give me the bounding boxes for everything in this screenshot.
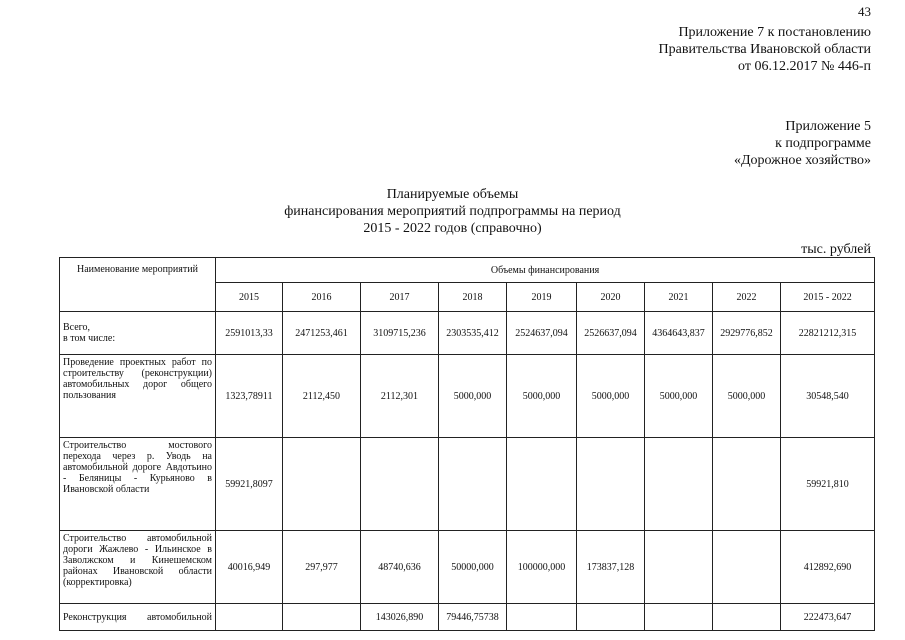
appendix-sub-header xyxy=(734,118,871,169)
year-header-cell: 2015 - 2022 xyxy=(781,283,875,312)
value-cell: 3109715,236 xyxy=(361,312,439,355)
row-name-cell: Проведение проектных работ по строительству (реконструкции) автомобильных дорог общего пользования xyxy=(60,355,216,438)
value-cell: 5000,000 xyxy=(577,355,645,438)
year-header-cell: 2017 xyxy=(361,283,439,312)
value-cell xyxy=(439,438,507,531)
row-name-cell: Строительство автомобильной дороги Жажлево - Ильинское в Заволжском и Кинешемском районах Ивановской области (корректировка) xyxy=(60,531,216,604)
year-header-cell: 2018 xyxy=(439,283,507,312)
appendix-sub-line: «Дорожное хозяйство» xyxy=(733,153,871,168)
value-cell: 2112,450 xyxy=(283,355,361,438)
value-cell xyxy=(577,604,645,631)
row-name-cell: Всего, в том числе: xyxy=(60,312,216,355)
appendix-main-line: Приложение 7 к постановлению xyxy=(678,25,871,40)
value-cell: 2526637,094 xyxy=(577,312,645,355)
value-cell xyxy=(283,604,361,631)
appendix-main-header xyxy=(659,24,871,75)
value-cell: 173837,128 xyxy=(577,531,645,604)
value-cell: 222473,647 xyxy=(781,604,875,631)
units-label: тыс. рублей xyxy=(801,242,871,257)
value-cell xyxy=(507,604,577,631)
value-cell: 2524637,094 xyxy=(507,312,577,355)
value-cell xyxy=(713,604,781,631)
year-header-cell: 2016 xyxy=(283,283,361,312)
value-cell: 40016,949 xyxy=(216,531,283,604)
value-cell xyxy=(577,438,645,531)
value-cell xyxy=(713,438,781,531)
year-header-cell: 2019 xyxy=(507,283,577,312)
value-cell: 30548,540 xyxy=(781,355,875,438)
value-cell: 5000,000 xyxy=(645,355,713,438)
year-header-cell: 2015 xyxy=(216,283,283,312)
value-cell: 412892,690 xyxy=(781,531,875,604)
value-cell xyxy=(283,438,361,531)
year-header-cell: 2022 xyxy=(713,283,781,312)
value-cell xyxy=(645,531,713,604)
table-row xyxy=(60,355,875,438)
value-cell: 59921,810 xyxy=(781,438,875,531)
appendix-main-line: от 06.12.2017 № 446-п xyxy=(738,59,871,74)
value-cell: 5000,000 xyxy=(439,355,507,438)
title-line: 2015 - 2022 годов (справочно) xyxy=(363,221,542,236)
value-cell: 5000,000 xyxy=(507,355,577,438)
value-cell xyxy=(713,531,781,604)
value-cell xyxy=(361,438,439,531)
appendix-sub-line: к подпрограмме xyxy=(775,136,871,151)
table-row xyxy=(60,312,875,355)
financing-table xyxy=(59,257,875,631)
value-cell: 297,977 xyxy=(283,531,361,604)
table-header-row xyxy=(60,258,875,283)
value-cell: 4364643,837 xyxy=(645,312,713,355)
value-cell: 2591013,33 xyxy=(216,312,283,355)
appendix-main-line: Правительства Ивановской области xyxy=(658,42,871,57)
table-row xyxy=(60,604,875,631)
page-number: 43 xyxy=(858,4,871,19)
value-cell: 59921,8097 xyxy=(216,438,283,531)
value-cell xyxy=(216,604,283,631)
column-group-header: Объемы финансирования xyxy=(216,258,875,283)
value-cell: 22821212,315 xyxy=(781,312,875,355)
value-cell: 2471253,461 xyxy=(283,312,361,355)
value-cell: 143026,890 xyxy=(361,604,439,631)
column-header-name: Наименование мероприятий xyxy=(60,258,216,312)
title-line: Планируемые объемы xyxy=(386,187,519,202)
appendix-sub-line: Приложение 5 xyxy=(785,119,871,134)
title-line: финансирования мероприятий подпрограммы на период xyxy=(284,204,621,219)
value-cell xyxy=(645,604,713,631)
value-cell: 48740,636 xyxy=(361,531,439,604)
value-cell: 1323,78911 xyxy=(216,355,283,438)
year-header-cell: 2020 xyxy=(577,283,645,312)
document-title xyxy=(0,186,905,237)
value-cell xyxy=(507,438,577,531)
value-cell: 2303535,412 xyxy=(439,312,507,355)
value-cell: 2929776,852 xyxy=(713,312,781,355)
table-row xyxy=(60,531,875,604)
value-cell xyxy=(645,438,713,531)
value-cell: 50000,000 xyxy=(439,531,507,604)
year-header-cell: 2021 xyxy=(645,283,713,312)
value-cell: 2112,301 xyxy=(361,355,439,438)
value-cell: 79446,75738 xyxy=(439,604,507,631)
row-name-cell: Строительство мостового перехода через р. Уводь на автомобильной дороге Авдотьино - Беляницы - Курьяново в Ивановской области xyxy=(60,438,216,531)
value-cell: 100000,000 xyxy=(507,531,577,604)
value-cell: 5000,000 xyxy=(713,355,781,438)
row-name-cell: Реконструкция автомобильной xyxy=(60,604,216,631)
table-row xyxy=(60,438,875,531)
